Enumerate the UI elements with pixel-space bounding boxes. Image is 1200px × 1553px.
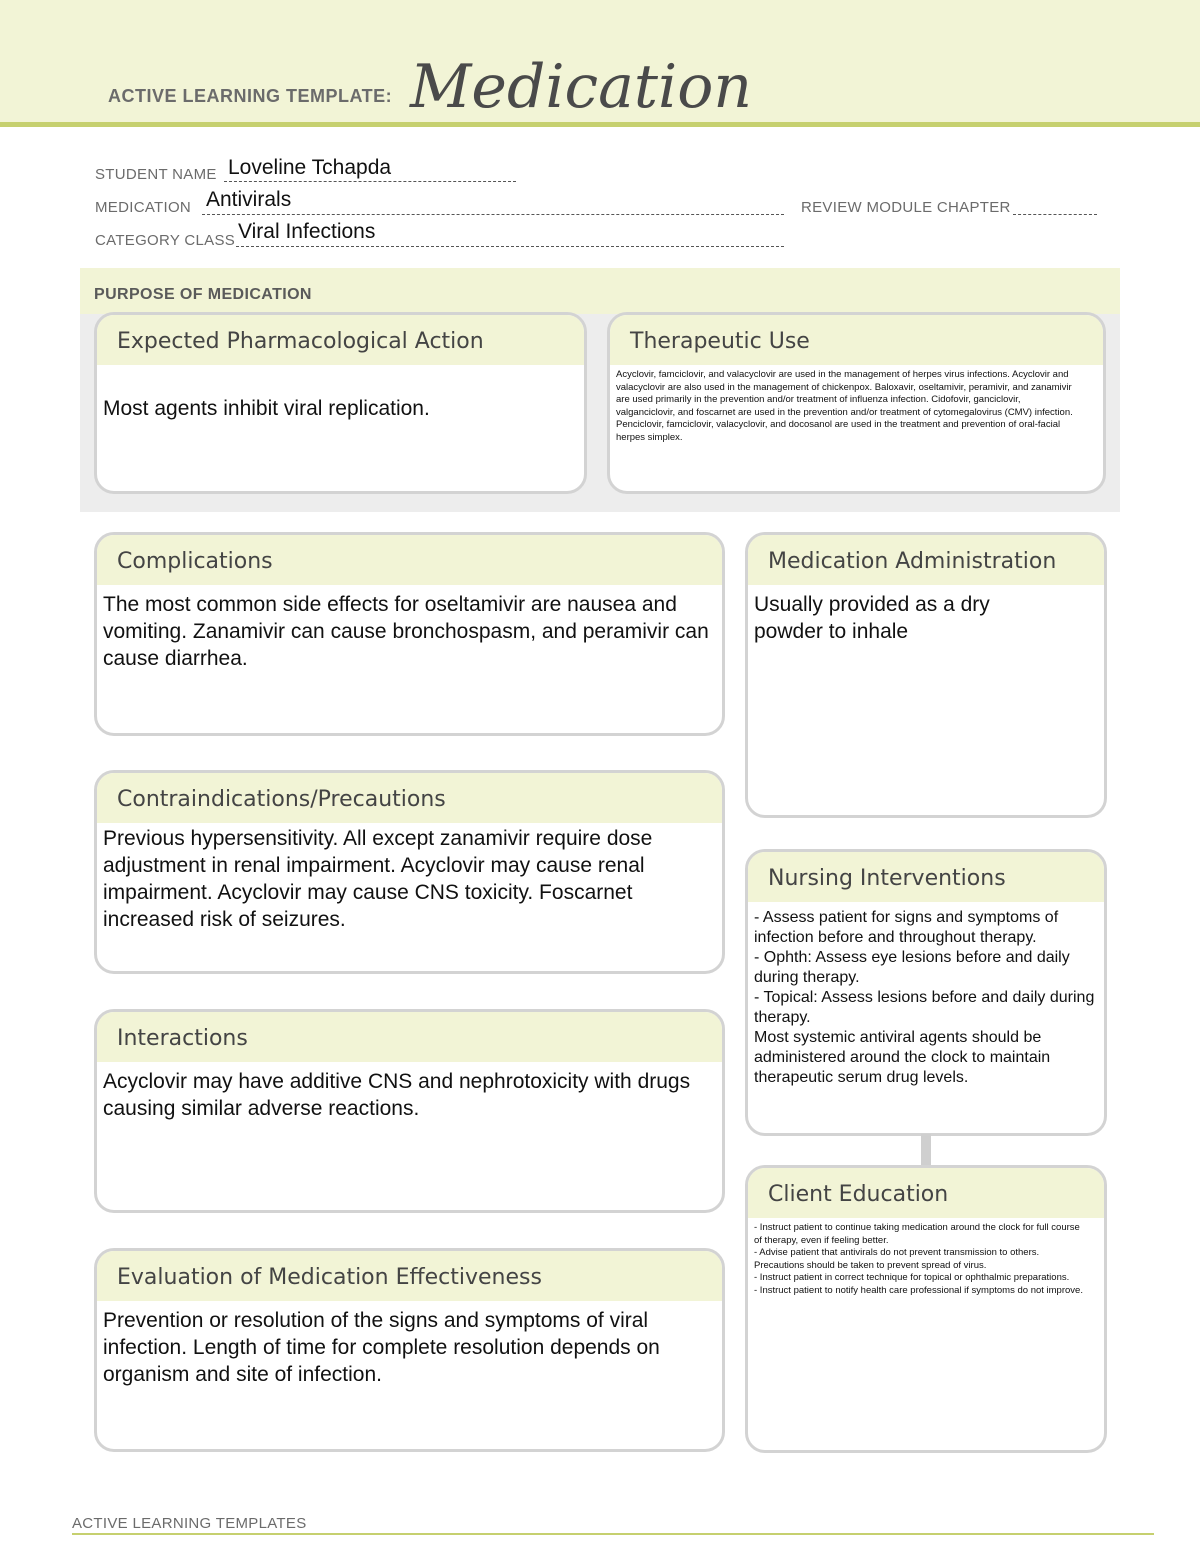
category-class-line xyxy=(236,246,784,247)
footer-rule xyxy=(72,1533,1154,1535)
contraindications-heading: Contraindications/Precautions xyxy=(97,773,722,823)
nursing-interventions-text: - Assess patient for signs and symptoms of infection before and throughout therapy. - Ophth: Assess eye lesions before and daily during therapy. - Topical: Assess lesions before and daily during therapy. Most systemic antiviral agents should be administered around the clock to maintain therapeutic serum drug levels. xyxy=(754,909,1095,1086)
student-name-line xyxy=(224,181,516,182)
medication-line xyxy=(202,214,784,215)
footer-text: ACTIVE LEARNING TEMPLATES xyxy=(72,1515,307,1532)
student-name-field[interactable]: Loveline Tchapda xyxy=(228,156,392,179)
nursing-interventions-box[interactable] xyxy=(745,849,1107,1136)
evaluation-box[interactable] xyxy=(94,1248,725,1452)
medication-administration-box[interactable] xyxy=(745,532,1107,818)
category-class-label: CATEGORY CLASS xyxy=(95,232,236,249)
expected-action-box[interactable] xyxy=(94,312,587,494)
contraindications-text: Previous hypersensitivity. All except zanamivir require dose adjustment in renal impairment. Acyclovir may cause renal impairment. Acyclovir may cause CNS toxicity. Foscarnet increased risk of seizures. xyxy=(103,827,653,931)
medication-label: MEDICATION xyxy=(95,199,192,216)
client-education-box[interactable] xyxy=(745,1165,1107,1453)
interactions-box[interactable] xyxy=(94,1009,725,1213)
complications-text: The most common side effects for oseltamivir are nausea and vomiting. Zanamivir can cause bronchospasm, and peramivir can cause diarrhea. xyxy=(103,593,709,670)
medication-administration-heading: Medication Administration xyxy=(748,535,1104,585)
review-module-field[interactable] xyxy=(1013,214,1097,215)
contraindications-box[interactable] xyxy=(94,770,725,974)
medication-administration-text: Usually provided as a dry powder to inhale xyxy=(754,593,990,643)
medication-field[interactable]: Antivirals xyxy=(206,188,292,211)
review-module-label: REVIEW MODULE CHAPTER xyxy=(801,199,1011,216)
student-name-label: STUDENT NAME xyxy=(95,166,217,183)
purpose-title: PURPOSE OF MEDICATION xyxy=(94,286,312,303)
therapeutic-use-heading: Therapeutic Use xyxy=(610,315,1103,365)
complications-heading: Complications xyxy=(97,535,722,585)
evaluation-text: Prevention or resolution of the signs and symptoms of viral infection. Length of time for complete resolution depends on organism and site of infection. xyxy=(103,1309,660,1386)
category-class-field[interactable]: Viral Infections xyxy=(238,220,376,243)
complications-box[interactable] xyxy=(94,532,725,736)
nursing-interventions-heading: Nursing Interventions xyxy=(748,852,1104,902)
interactions-text: Acyclovir may have additive CNS and nephrotoxicity with drugs causing similar adverse reactions. xyxy=(103,1070,691,1120)
connector-bar xyxy=(921,1134,931,1166)
evaluation-heading: Evaluation of Medication Effectiveness xyxy=(97,1251,722,1301)
therapeutic-use-box[interactable] xyxy=(607,312,1106,494)
header-rule xyxy=(0,122,1200,127)
page-title: Medication xyxy=(410,52,752,122)
interactions-heading: Interactions xyxy=(97,1012,722,1062)
client-education-heading: Client Education xyxy=(748,1168,1104,1218)
template-label: ACTIVE LEARNING TEMPLATE: xyxy=(108,86,393,106)
therapeutic-use-text: Acyclovir, famciclovir, and valacyclovir are used in the management of herpes virus infections. Acyclovir and valacyclovir are also used in the management of chickenpox. Baloxavir, oseltamivir, peramivir, and zanamivir are used primarily in the prevention and/or treatment of influenza infection. Cidofovir, ganciclovir, valganciclovir, and foscarnet are used in the prevention and/or treatment of cytomegalovirus (CMV) infection. Penciclovir, famciclovir, valacyclovir, and docosanol are used in the treatment and prevention of oral-facial herpes simplex. xyxy=(616,369,1073,443)
expected-action-text: Most agents inhibit viral replication. xyxy=(103,397,430,420)
client-education-text: - Instruct patient to continue taking medication around the clock for full course of therapy, even if feeling better. - Advise patient that antivirals do not prevent transmission to others. Precautions should be taken to prevent spread of virus. - Instruct patient in correct technique for topical or ophthalmic preparations. - Instruct patient to notify health care professional if symptoms do not improve. xyxy=(754,1222,1083,1296)
expected-action-heading: Expected Pharmacological Action xyxy=(97,315,584,365)
